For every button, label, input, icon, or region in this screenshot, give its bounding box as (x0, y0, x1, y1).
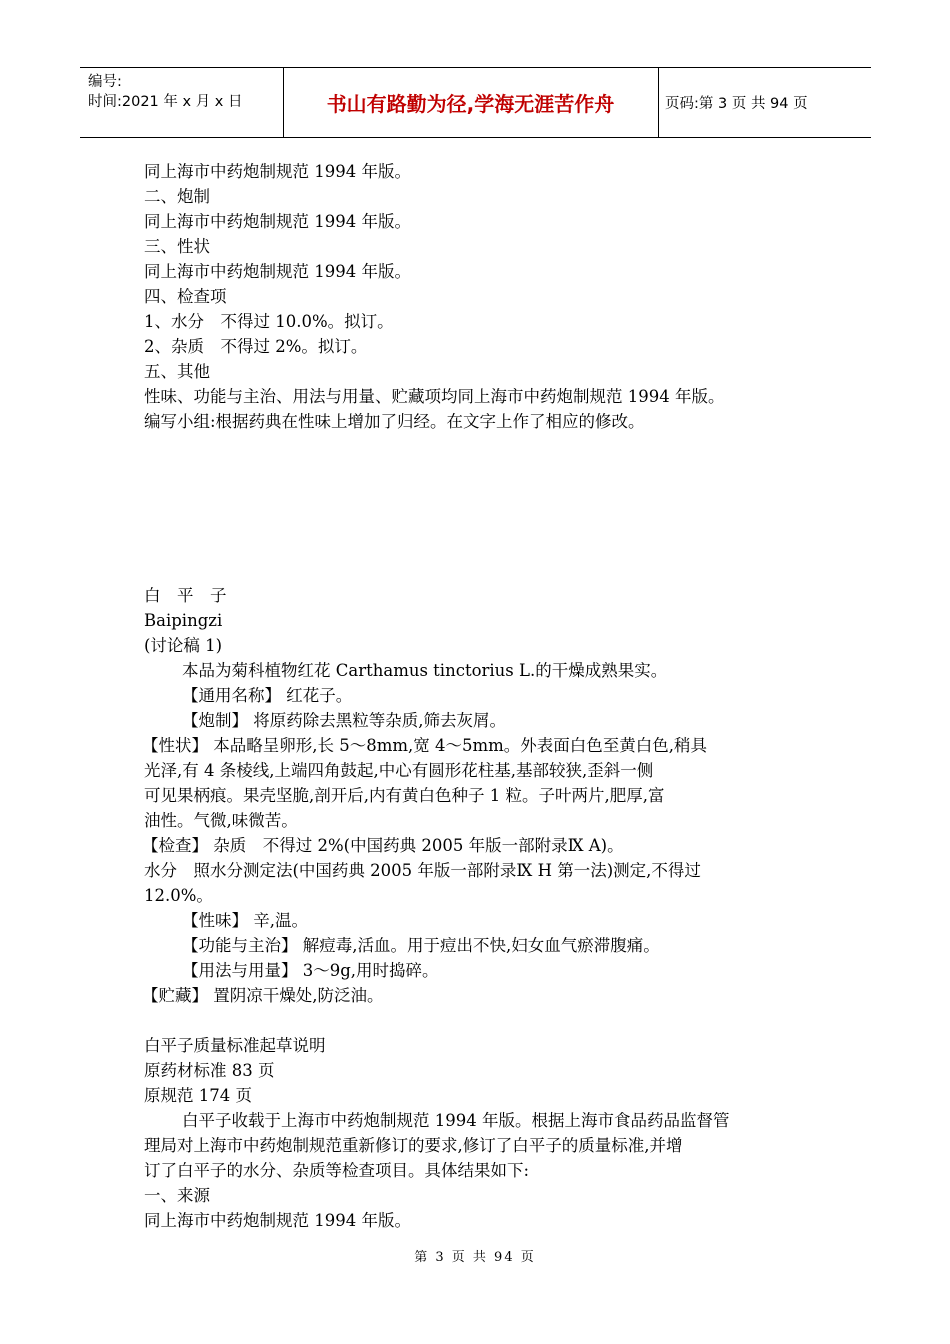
monograph-pinyin: Baipingzi (144, 611, 223, 630)
notes-paragraph: 理局对上海市中药炮制规范重新修订的要求,修订了白平子的质量标准,并增 (144, 1136, 683, 1155)
inspection-line: 12.0%。 (144, 886, 213, 905)
header-divider (658, 68, 659, 137)
notes-paragraph: 白平子收载于上海市中药炮制规范 1994 年版。根据上海市食品药品监督管 (182, 1111, 730, 1130)
section-heading: 四、检查项 (144, 287, 227, 306)
header-motto: 书山有路勤为径,学海无涯苦作舟 (326, 92, 615, 116)
inspection-line: 【检查】 杂质 不得过 2%(中国药典 2005 年版一部附录Ⅸ A)。 (142, 836, 624, 855)
processing-line: 【炮制】 将原药除去黑粒等杂质,筛去灰屑。 (182, 711, 506, 730)
header-number: 编号: (88, 74, 122, 90)
document-body (144, 159, 809, 1233)
notes-paragraph: 订了白平子的水分、杂质等检查项目。具体结果如下: (144, 1161, 530, 1180)
section-heading: 三、性状 (144, 237, 210, 256)
notes-reference: 原规范 174 页 (144, 1086, 252, 1105)
section-heading: 五、其他 (144, 362, 210, 381)
character-line: 可见果柄痕。果壳坚脆,剖开后,内有黄白色种子 1 粒。子叶两片,肥厚,富 (144, 786, 665, 805)
character-line: 【性状】 本品略呈卵形,长 5～8mm,宽 4～5mm。外表面白色至黄白色,稍具 (142, 736, 708, 755)
draft-label: (讨论稿 1) (144, 636, 223, 655)
text-line: 编写小组:根据药典在性味上增加了归经。在文字上作了相应的修改。 (144, 412, 645, 431)
page-footer: 第 3 页 共 94 页 (414, 1250, 536, 1265)
function-line: 【功能与主治】 解痘毒,活血。用于痘出不快,妇女血气瘀滞腹痛。 (182, 936, 660, 955)
text-line: 同上海市中药炮制规范 1994 年版。 (144, 162, 411, 181)
text-line: 2、杂质 不得过 2%。拟订。 (144, 337, 368, 356)
character-line: 油性。气微,味微苦。 (144, 811, 298, 830)
notes-title: 白平子质量标准起草说明 (144, 1036, 326, 1055)
character-line: 光泽,有 4 条棱线,上端四角鼓起,中心有圆形花柱基,基部较狭,歪斜一侧 (144, 761, 654, 780)
header-page-number: 页码:第 3 页 共 94 页 (665, 96, 808, 112)
usage-line: 【用法与用量】 3～9g,用时捣碎。 (182, 961, 439, 980)
common-name-line: 【通用名称】 红花子。 (182, 686, 353, 705)
text-line: 1、水分 不得过 10.0%。拟订。 (144, 312, 394, 331)
section-heading: 一、来源 (144, 1186, 210, 1205)
text-line: 性味、功能与主治、用法与用量、贮藏项均同上海市中药炮制规范 1994 年版。 (144, 387, 725, 406)
inspection-line: 水分 照水分测定法(中国药典 2005 年版一部附录Ⅸ H 第一法)测定,不得过 (144, 861, 701, 880)
storage-line: 【贮藏】 置阴凉干燥处,防泛油。 (142, 986, 384, 1005)
text-line: 同上海市中药炮制规范 1994 年版。 (144, 262, 411, 281)
text-line: 同上海市中药炮制规范 1994 年版。 (144, 1211, 411, 1230)
source-line: 本品为菊科植物红花 Carthamus tinctorius L.的干燥成熟果实。 (182, 661, 668, 680)
header-meta (88, 72, 243, 112)
monograph-title: 白 平 子 (144, 586, 227, 605)
section-heading: 二、炮制 (144, 187, 210, 206)
notes-reference: 原药材标准 83 页 (144, 1061, 275, 1080)
nature-line: 【性味】 辛,温。 (182, 911, 308, 930)
page-header (80, 67, 871, 138)
text-line: 同上海市中药炮制规范 1994 年版。 (144, 212, 411, 231)
header-time: 时间:2021 年 x 月 x 日 (88, 94, 243, 110)
